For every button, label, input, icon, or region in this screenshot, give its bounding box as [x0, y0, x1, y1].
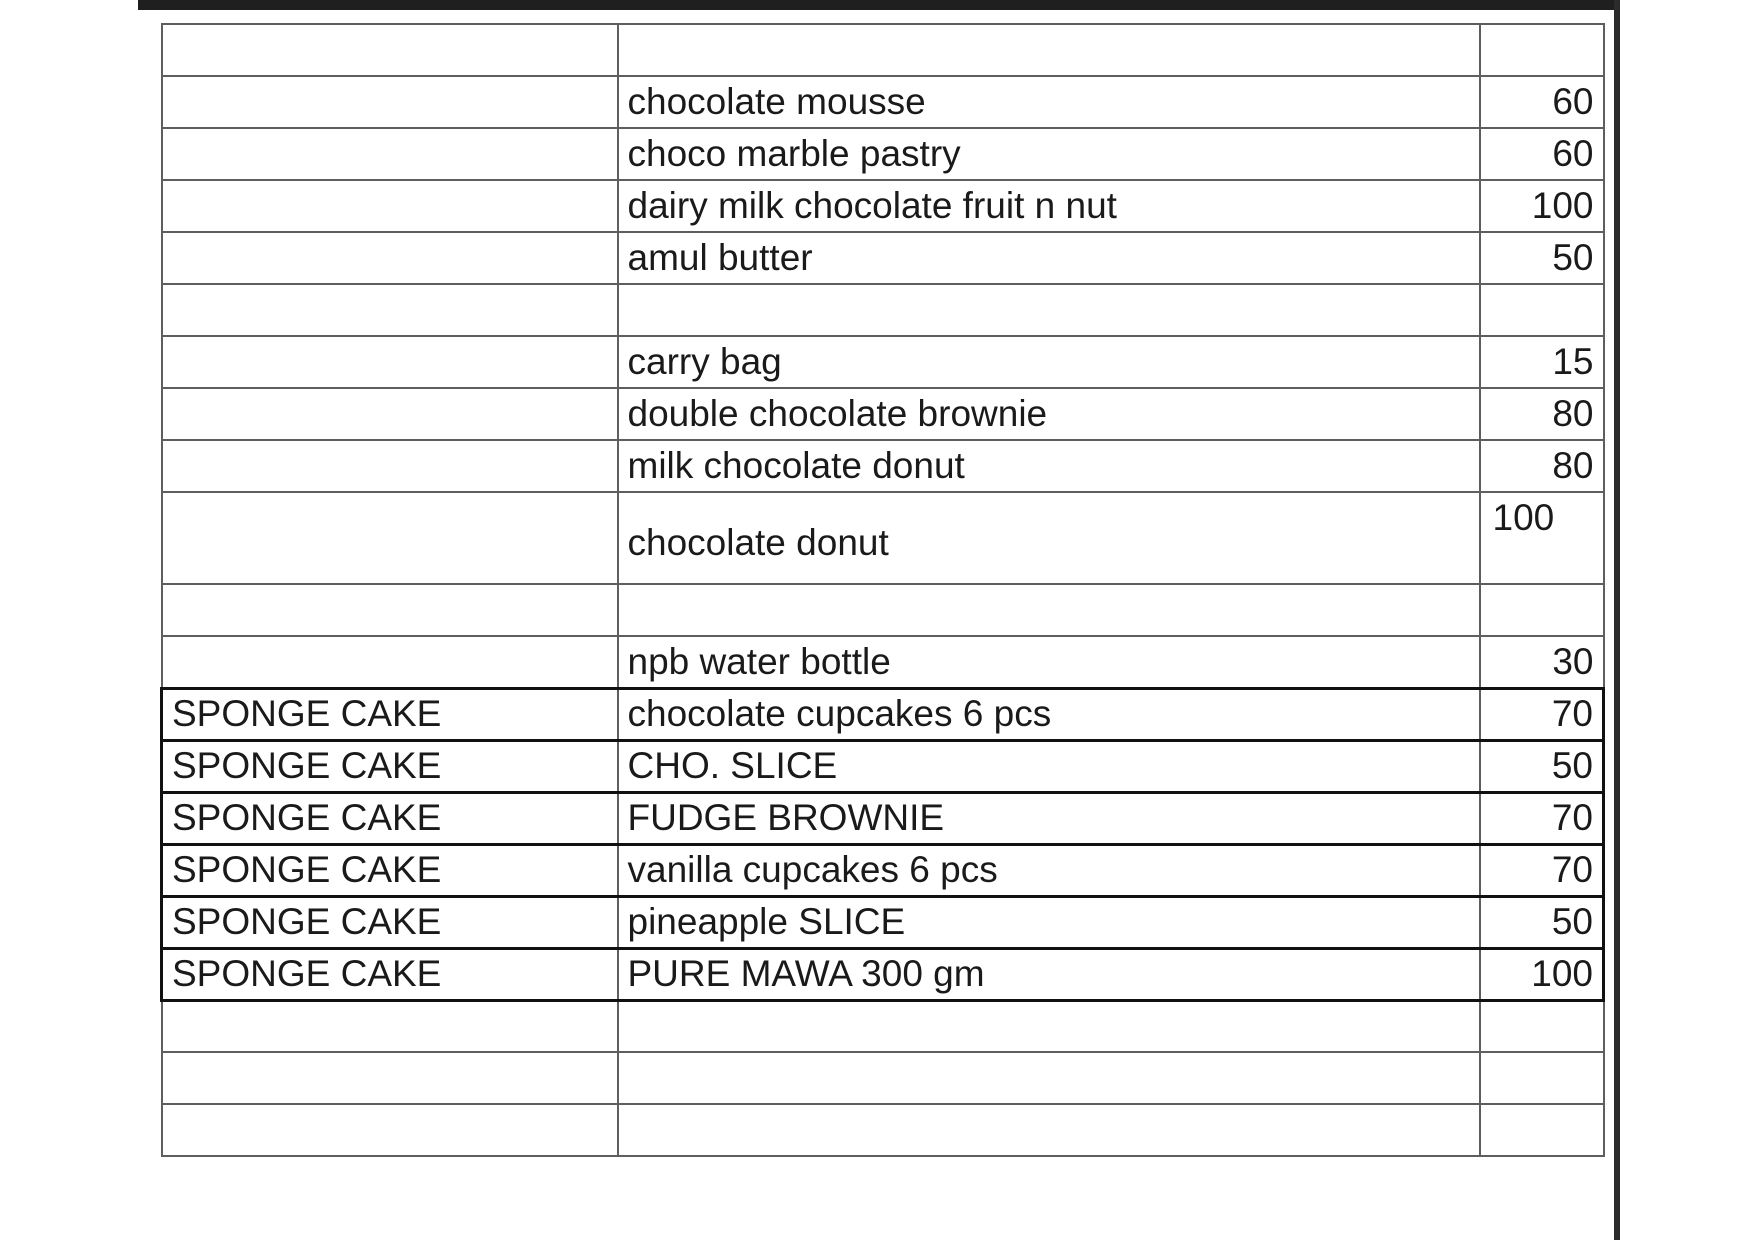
table-row — [162, 492, 1604, 584]
table-row — [162, 1052, 1604, 1104]
item-cell: milk chocolate donut — [618, 440, 1480, 492]
item-cell: double chocolate brownie — [618, 388, 1480, 440]
table-row — [162, 388, 1604, 440]
category-cell — [162, 284, 618, 336]
item-cell: pineapple SLICE — [618, 896, 1480, 948]
amount-cell — [1480, 584, 1604, 636]
amount-cell: 100 — [1480, 948, 1604, 1000]
amount-cell: 50 — [1480, 232, 1604, 284]
category-cell — [162, 232, 618, 284]
item-cell: vanilla cupcakes 6 pcs — [618, 844, 1480, 896]
item-cell — [618, 584, 1480, 636]
item-cell — [618, 1104, 1480, 1156]
item-cell: npb water bottle — [618, 636, 1480, 688]
amount-cell: 60 — [1480, 128, 1604, 180]
category-cell — [162, 584, 618, 636]
table-row — [162, 1104, 1604, 1156]
table-row — [162, 440, 1604, 492]
table-row — [162, 636, 1604, 688]
item-cell: chocolate donut — [618, 492, 1480, 584]
amount-cell: 15 — [1480, 336, 1604, 388]
category-cell: SPONGE CAKE — [162, 688, 618, 740]
category-cell — [162, 180, 618, 232]
category-cell: SPONGE CAKE — [162, 948, 618, 1000]
category-cell: SPONGE CAKE — [162, 844, 618, 896]
amount-cell: 70 — [1480, 688, 1604, 740]
category-cell — [162, 1104, 618, 1156]
category-cell: SPONGE CAKE — [162, 792, 618, 844]
amount-cell: 70 — [1480, 844, 1604, 896]
category-cell — [162, 336, 618, 388]
amount-cell: 100 — [1480, 180, 1604, 232]
amount-cell: 30 — [1480, 636, 1604, 688]
item-cell: CHO. SLICE — [618, 740, 1480, 792]
amount-cell: 50 — [1480, 896, 1604, 948]
amount-cell: 80 — [1480, 440, 1604, 492]
amount-cell — [1480, 1104, 1604, 1156]
table-row — [162, 740, 1604, 792]
item-cell — [618, 1000, 1480, 1052]
amount-cell — [1480, 1000, 1604, 1052]
table-row — [162, 896, 1604, 948]
table-row — [162, 76, 1604, 128]
item-cell: carry bag — [618, 336, 1480, 388]
amount-cell: 70 — [1480, 792, 1604, 844]
category-cell — [162, 24, 618, 76]
table-row — [162, 948, 1604, 1000]
table-row — [162, 844, 1604, 896]
item-cell: FUDGE BROWNIE — [618, 792, 1480, 844]
category-cell — [162, 492, 618, 584]
table-row — [162, 336, 1604, 388]
item-cell: amul butter — [618, 232, 1480, 284]
table-row — [162, 180, 1604, 232]
table-row — [162, 792, 1604, 844]
category-cell: SPONGE CAKE — [162, 896, 618, 948]
right-border-bar — [1614, 0, 1620, 1240]
table-row — [162, 128, 1604, 180]
item-cell: chocolate cupcakes 6 pcs — [618, 688, 1480, 740]
category-cell — [162, 76, 618, 128]
category-cell — [162, 1000, 618, 1052]
amount-cell: 50 — [1480, 740, 1604, 792]
category-cell — [162, 128, 618, 180]
item-cell — [618, 284, 1480, 336]
table-row — [162, 688, 1604, 740]
item-cell — [618, 24, 1480, 76]
item-table — [160, 23, 1605, 1157]
table-row — [162, 584, 1604, 636]
item-cell — [618, 1052, 1480, 1104]
category-cell: SPONGE CAKE — [162, 740, 618, 792]
item-cell: choco marble pastry — [618, 128, 1480, 180]
category-cell — [162, 1052, 618, 1104]
category-cell — [162, 388, 618, 440]
item-cell: chocolate mousse — [618, 76, 1480, 128]
table-row — [162, 232, 1604, 284]
item-cell: PURE MAWA 300 gm — [618, 948, 1480, 1000]
table-row — [162, 1000, 1604, 1052]
item-cell: dairy milk chocolate fruit n nut — [618, 180, 1480, 232]
amount-cell: 100 — [1480, 492, 1604, 584]
category-cell — [162, 636, 618, 688]
amount-cell — [1480, 24, 1604, 76]
table-row — [162, 284, 1604, 336]
amount-cell: 80 — [1480, 388, 1604, 440]
amount-cell: 60 — [1480, 76, 1604, 128]
amount-cell — [1480, 284, 1604, 336]
category-cell — [162, 440, 618, 492]
amount-cell — [1480, 1052, 1604, 1104]
top-border-bar — [138, 0, 1618, 10]
table-row — [162, 24, 1604, 76]
